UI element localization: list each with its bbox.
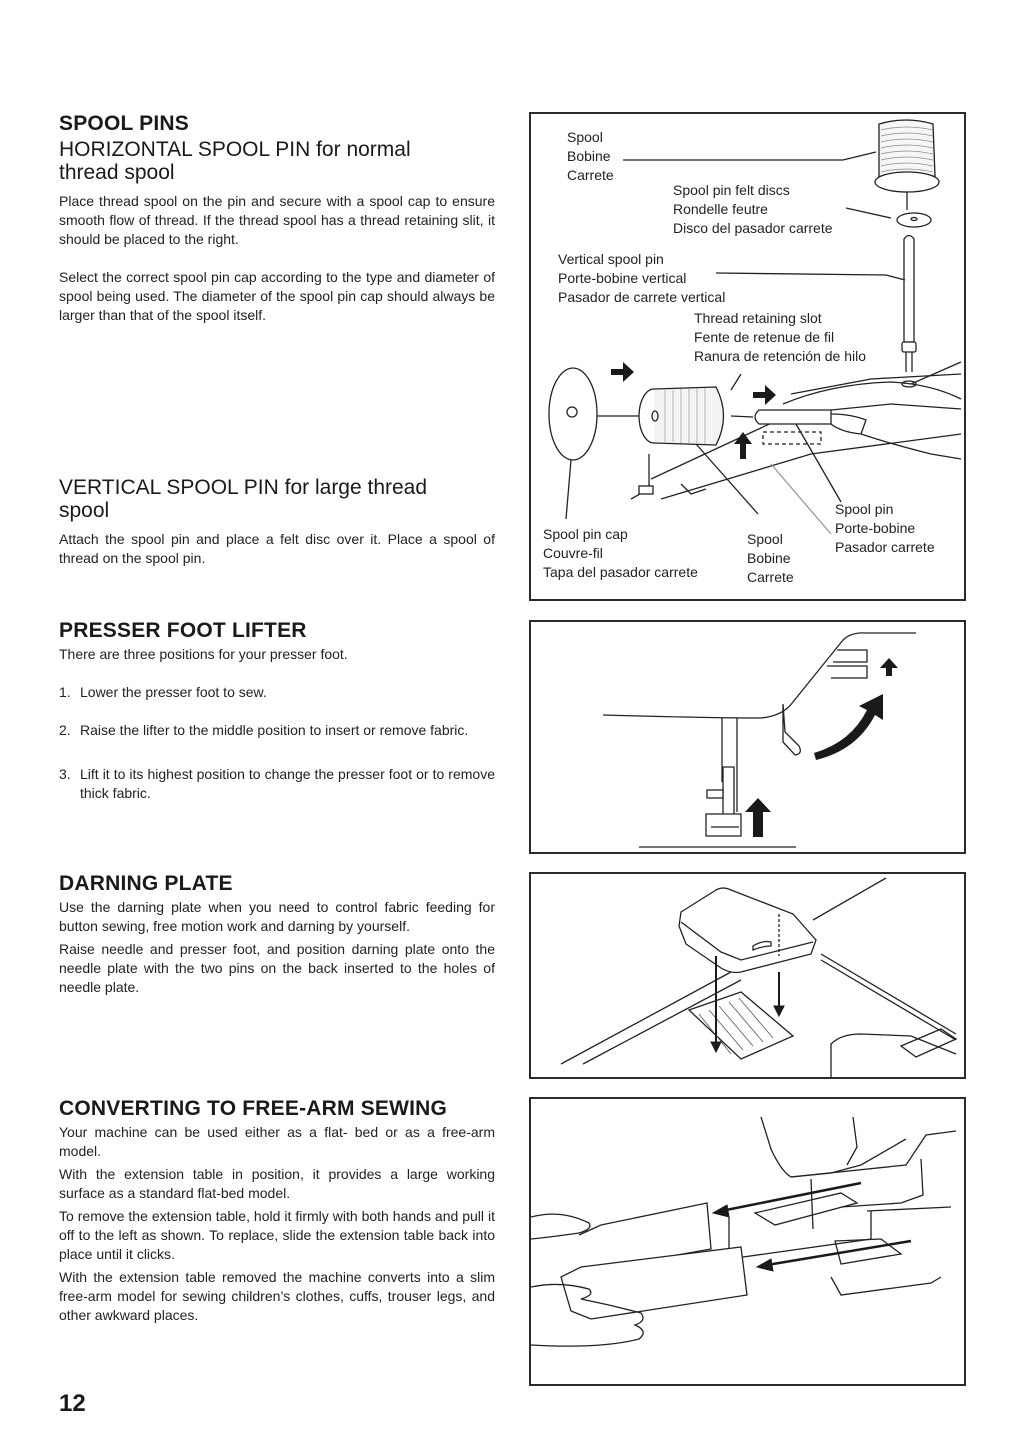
darning-para-2: Raise needle and presser foot, and position darning plate onto the needle plate with the two pins on the back inserted to the holes of needle plate. [59, 941, 495, 995]
darning-para-1: Use the darning plate when you need to control fabric feeding for button sewing, free motion work and darning by yourself. [59, 899, 495, 934]
spool-pins-title: SPOOL PINS [59, 112, 189, 135]
darning-plate-title: DARNING PLATE [59, 872, 233, 895]
free-arm-section [59, 1097, 495, 1325]
presser-foot-section [59, 619, 495, 803]
step-item: 1. Lower the presser foot to sew. [59, 684, 267, 700]
label-retaining-slot: Thread retaining slot Fente de retenue de fil Ranura de retención de hilo [694, 310, 867, 364]
step-item: 2. Raise the lifter to the middle position to insert or remove fabric. [59, 722, 469, 738]
presser-foot-title: PRESSER FOOT LIFTER [59, 619, 307, 642]
horizontal-para-1: Place thread spool on the pin and secure with a spool cap to ensure smooth flow of thread. If the thread spool has a thread retaining slit, it should be placed to the right. [59, 193, 495, 247]
subtitle-line: VERTICAL SPOOL PIN for large thread [59, 476, 428, 499]
label-spool-pin: Spool pin Porte-bobine Pasador carrete [835, 501, 935, 555]
step-item: 3. Lift it to its highest position to change the presser foot or to remove thick fabric. [59, 766, 495, 801]
presser-foot-figure [529, 620, 966, 854]
vertical-para-1: Attach the spool pin and place a felt disc over it. Place a spool of thread on the spool pin. [59, 531, 495, 566]
presser-foot-illustration [531, 622, 964, 852]
page-number: 12 [59, 1390, 86, 1417]
free-arm-para-1: Your machine can be used either as a flat- bed or as a free-arm model. [59, 1124, 495, 1159]
free-arm-title: CONVERTING TO FREE-ARM SEWING [59, 1097, 448, 1120]
label-vertical-pin: Vertical spool pin Porte-bobine vertical Pasador de carrete vertical [558, 251, 726, 305]
free-arm-para-4: With the extension table removed the machine converts into a slim free-arm model for sewing children’s clothes, cuffs, trouser legs, and other awkward places. [59, 1269, 495, 1323]
subtitle-line: HORIZONTAL SPOOL PIN for normal [59, 138, 411, 161]
label-spool-bottom: Spool Bobine Carrete [747, 531, 794, 585]
presser-foot-intro: There are three positions for your presser foot. [59, 646, 348, 662]
spool-pins-figure [529, 112, 966, 601]
label-pin-cap: Spool pin cap Couvre-fil Tapa del pasador carrete [543, 526, 698, 580]
label-felt-discs: Spool pin felt discs Rondelle feutre Disco del pasador carrete [673, 182, 833, 236]
darning-plate-figure [529, 872, 966, 1079]
presser-foot-steps [59, 683, 495, 803]
free-arm-para-3: To remove the extension table, hold it firmly with both hands and pull it off to the left as shown. To replace, slide the extension table back into place until it clicks. [59, 1208, 495, 1262]
darning-plate-section [59, 872, 495, 997]
free-arm-para-2: With the extension table in position, it provides a large working surface as a standard flat-bed model. [59, 1166, 495, 1201]
subtitle-line: thread spool [59, 161, 175, 184]
horizontal-para-2: Select the correct spool pin cap according to the type and diameter of spool being used. The diameter of the spool pin cap should always be larger than that of the spool itself. [59, 269, 495, 323]
vertical-spool-pin-section [59, 476, 495, 568]
darning-plate-illustration [531, 874, 964, 1077]
free-arm-figure [529, 1097, 966, 1386]
free-arm-illustration [531, 1099, 964, 1384]
spool-pins-section [59, 112, 495, 325]
label-spool-top: Spool Bobine Carrete [567, 129, 614, 183]
subtitle-line: spool [59, 499, 110, 522]
vertical-spool-pin-subtitle [59, 476, 495, 522]
horizontal-spool-pin-subtitle [59, 138, 495, 184]
